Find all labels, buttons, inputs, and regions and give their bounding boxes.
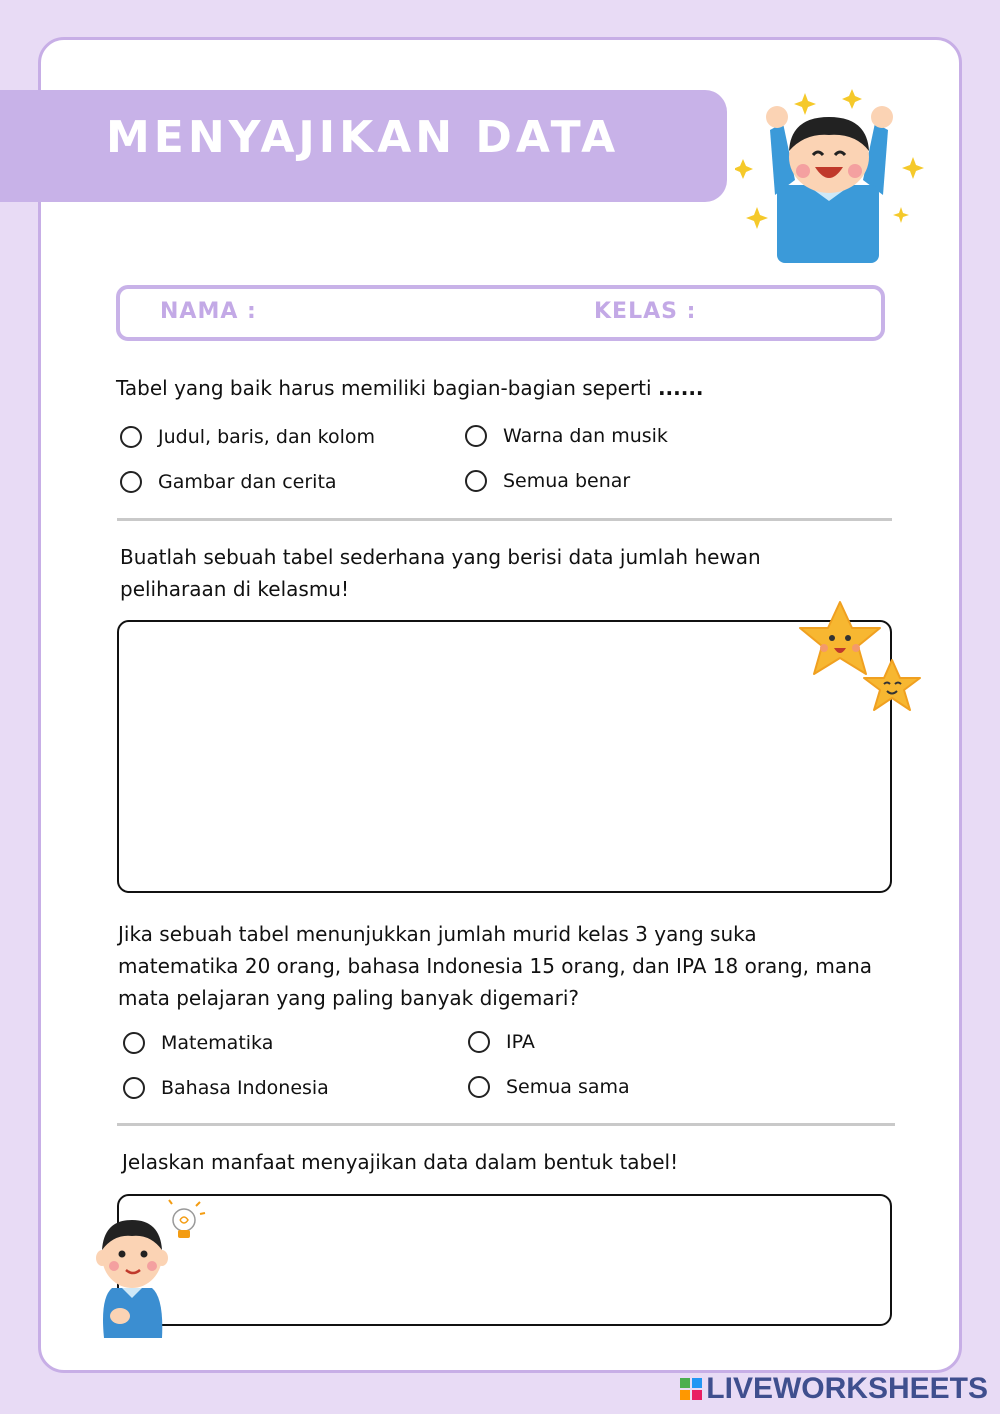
- q3-option-c[interactable]: [123, 1077, 329, 1099]
- radio-icon[interactable]: [465, 425, 487, 447]
- q1-option-a-label: Judul, baris, dan kolom: [158, 426, 376, 448]
- q3-option-b[interactable]: [468, 1031, 535, 1053]
- radio-icon[interactable]: [123, 1032, 145, 1054]
- class-label: KELAS :: [594, 299, 697, 324]
- radio-icon[interactable]: [120, 426, 142, 448]
- question-3-line-1: Jika sebuah tabel menunjukkan jumlah murid kelas 3 yang suka: [118, 922, 757, 946]
- q3-option-b-label: IPA: [506, 1031, 535, 1053]
- page-title: MENYAJIKAN DATA: [106, 112, 620, 163]
- question-1: [116, 372, 704, 404]
- q1-option-b-label: Warna dan musik: [503, 425, 668, 447]
- question-4: [122, 1146, 678, 1178]
- question-3: [118, 918, 872, 1014]
- lightbulb-icon: [169, 1200, 205, 1238]
- question-2-answer-input[interactable]: [119, 622, 890, 891]
- divider: [117, 1123, 895, 1126]
- question-2: [120, 541, 761, 605]
- q3-option-c-label: Bahasa Indonesia: [161, 1077, 329, 1099]
- liveworksheets-logo: [680, 1372, 988, 1406]
- radio-icon[interactable]: [468, 1031, 490, 1053]
- question-3-line-2: matematika 20 orang, bahasa Indonesia 15 orang, dan IPA 18 orang, mana: [118, 954, 873, 978]
- radio-icon[interactable]: [120, 471, 142, 493]
- question-2-answer-box[interactable]: [117, 620, 892, 893]
- name-label: NAMA :: [160, 299, 257, 324]
- smiling-stars-illustration: [796, 598, 926, 723]
- q1-option-c[interactable]: [120, 471, 337, 493]
- q3-option-a-label: Matematika: [161, 1032, 274, 1054]
- question-1-text: Tabel yang baik harus memiliki bagian-bagian seperti: [116, 376, 652, 400]
- q1-option-d-label: Semua benar: [503, 470, 631, 492]
- question-3-line-3: mata pelajaran yang paling banyak digemari?: [118, 986, 579, 1010]
- question-1-blank: ......: [657, 376, 704, 400]
- radio-icon[interactable]: [465, 470, 487, 492]
- q1-option-c-label: Gambar dan cerita: [158, 471, 337, 493]
- q1-option-d[interactable]: [465, 470, 630, 492]
- question-2-line-2: peliharaan di kelasmu!: [120, 577, 350, 601]
- radio-icon[interactable]: [468, 1076, 490, 1098]
- q1-option-a[interactable]: [120, 426, 375, 448]
- star-icon: [800, 602, 880, 674]
- q1-option-b[interactable]: [465, 425, 668, 447]
- question-4-text: Jelaskan manfaat menyajikan data dalam bentuk tabel!: [122, 1150, 679, 1174]
- question-4-answer-box[interactable]: [117, 1194, 892, 1326]
- logo-icon: [680, 1378, 702, 1400]
- star-icon: [864, 660, 920, 710]
- q3-option-d[interactable]: [468, 1076, 630, 1098]
- identity-box: [116, 285, 885, 341]
- q3-option-a[interactable]: [123, 1032, 273, 1054]
- thinking-boy-illustration: [92, 1198, 207, 1343]
- cheering-boy-illustration: [735, 85, 925, 265]
- question-2-line-1: Buatlah sebuah tabel sederhana yang berisi data jumlah hewan: [120, 545, 761, 569]
- question-4-answer-input[interactable]: [119, 1196, 890, 1324]
- divider: [117, 518, 892, 521]
- radio-icon[interactable]: [123, 1077, 145, 1099]
- logo-text: LIVEWORKSHEETS: [706, 1372, 988, 1405]
- q3-option-d-label: Semua sama: [506, 1076, 630, 1098]
